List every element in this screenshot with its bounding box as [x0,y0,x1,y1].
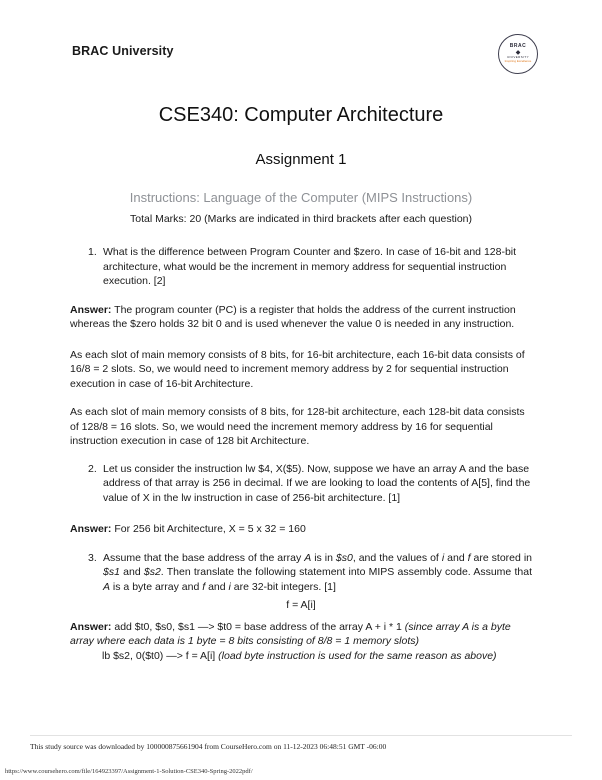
question-2 [70,462,532,506]
download-provenance-text: This study source was downloaded by 100000875661904 from CourseHero.com on 11-12-2023 06:48:51 GMT -06:00 [30,742,387,751]
question-3 [70,551,532,595]
question-3-text: Assume that the base address of the array A is in $s0, and the values of i and f are stored in $s1 and $s2. Then translate the following statement into MIPS assembly code. Assume that A is a byte array and f and i are 32-bit integers. [1] [103,551,533,593]
page-header [0,0,602,74]
question-1 [70,245,532,289]
document-body [70,245,532,663]
course-title: CSE340: Computer Architecture [158,104,444,126]
answer-1-paragraph-1: Answer: The program counter (PC) is a register that holds the address of the current instruction whereas the $zero holds 32 bit 0 and is used whenever the value 0 is needed in any instruction. [70,303,516,330]
total-marks-line: Total Marks: 20 (Marks are indicated in third brackets after each question) [130,213,472,225]
question-3-number: 3. [88,551,97,564]
answer-1-paragraph-2: As each slot of main memory consists of 8 bits, for 16-bit architecture, each 16-bit data consists of 16/8 = 2 slots. So, we would need to increment memory address by 2 for sequential instruction execution in case of 16-bit Architecture. [70,348,525,390]
answer-2-paragraph: Answer: For 256 bit Architecture, X = 5 x 32 = 160 [70,523,306,535]
question-2-number: 2. [88,462,97,475]
logo-text-university: UNIVERSITY [506,54,529,59]
logo-emblem-icon: ◆ [515,49,521,56]
formula-f-equals-a-i: f = A[i] [286,599,316,611]
logo-text-brac: BRAC [509,43,527,50]
logo-tagline: Inspiring Excellence [504,59,532,64]
section-heading: Instructions: Language of the Computer (MIPS Instructions) [129,190,473,205]
answer-3-line-2: lb $s2, 0($t0) —> f = A[i] (load byte instruction is used for the same reason as above) [102,649,497,662]
answer-1-paragraph-3: As each slot of main memory consists of 8 bits, for 128-bit architecture, each 128-bit data consists of 128/8 = 16 slots. So, we would need the increment memory address by 16 for sequential instruction execution in case of 128 bit Architecture. [70,406,525,447]
source-url-text: https://www.coursehero.com/file/164923397/Assignment-1-Solution-CSE340-Spring-2022pdf/ [5,768,253,775]
assignment-title: Assignment 1 [255,151,347,168]
university-logo-icon [498,34,538,74]
answer-3-line-1: Answer: add $t0, $s0, $s1 —> $t0 = base address of the array A + i * 1 (since array A is a byte array where each data is 1 byte = 8 bits consisting of 8/8 = 1 memory slots) [70,620,511,647]
university-name: BRAC University [72,44,174,58]
question-2-text: Let us consider the instruction lw $4, X($5). Now, suppose we have an array A and the base address of that array is 256 in decimal. If we are looking to load the contents of A[5], find the value of X in the lw instruction in case of 256-bit architecture. [1] [103,462,531,504]
question-1-text: What is the difference between Program Counter and $zero. In case of 16-bit and 128-bit architecture, what would be the increment in memory address for sequential instruction execution. [2] [103,246,517,287]
footer-divider [30,735,572,736]
question-1-number: 1. [88,246,97,258]
